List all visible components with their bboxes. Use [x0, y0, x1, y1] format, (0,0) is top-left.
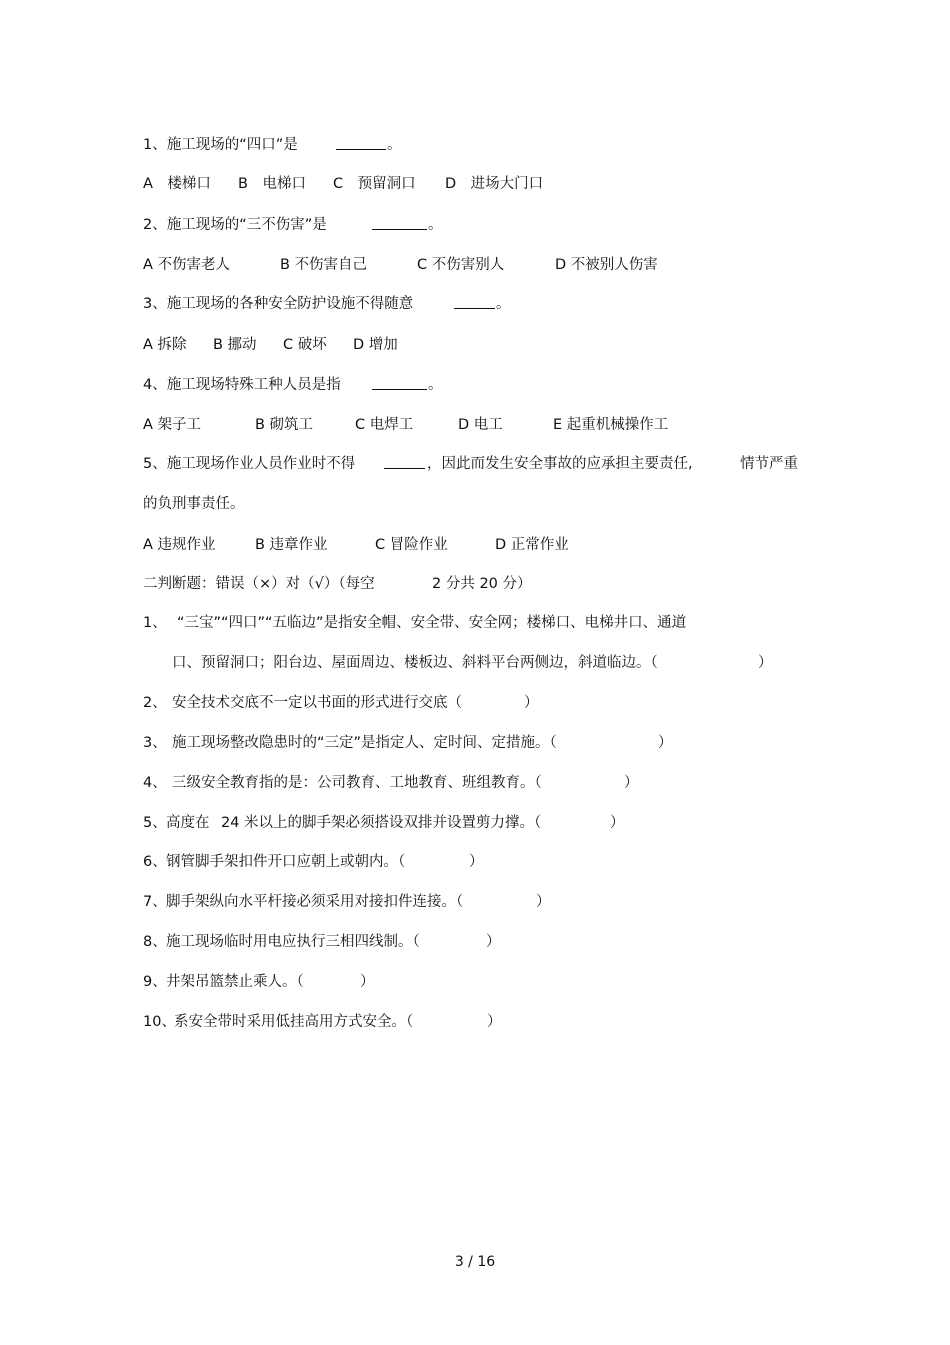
answer-blank [454, 294, 495, 315]
option: D 不被别人伤害 [555, 257, 658, 273]
question-continuation: 的负刑事责任。 [143, 496, 245, 512]
option: E 起重机械操作工 [553, 417, 669, 433]
question-end: 。 [387, 137, 402, 153]
option: A 拆除 [143, 337, 187, 353]
option: C 电焊工 [355, 417, 414, 433]
option: D 进场大门口 [445, 176, 544, 192]
answer-blank [336, 135, 386, 156]
option: B 电梯口 [238, 176, 306, 192]
answer-bracket: ） [487, 1014, 502, 1030]
item-text: 口、预留洞口；阳台边、屋面周边、楼板边、斜料平台两侧边，斜道临边。（ [172, 655, 658, 671]
answer-bracket: ） [658, 735, 673, 751]
item-text: 井架吊篮禁止乘人。（ [166, 974, 304, 990]
item-number: 1、 [143, 615, 167, 631]
question-stem: 5、施工现场作业人员作业时不得 [143, 456, 356, 472]
question-stem: 2、施工现场的“三不伤害”是 [143, 217, 327, 233]
option: B 不伤害自己 [280, 257, 368, 273]
item-number: 5、 [143, 815, 167, 831]
question-end: 。 [428, 377, 443, 393]
item-number: 6、 [143, 854, 167, 870]
item-number: 2、 [143, 695, 167, 711]
answer-bracket: ） [486, 934, 501, 950]
question-continuation: 情节严重 [740, 456, 798, 472]
answer-blank [384, 454, 425, 475]
item-text: 高度在 [166, 815, 210, 831]
answer-bracket: ） [360, 974, 375, 990]
question-stem: 4、施工现场特殊工种人员是指 [143, 377, 341, 393]
item-text: 脚手架纵向水平杆接必须采用对接扣件连接。（ [166, 894, 464, 910]
item-text: 三级安全教育指的是：公司教育、工地教育、班组教育。（ [172, 775, 542, 791]
item-number: 3、 [143, 735, 167, 751]
answer-bracket: ） [524, 695, 539, 711]
item-text: 24 米以上的脚手架必须搭设双排并设置剪力撑。（ [221, 815, 542, 831]
item-text: “三宝”“四口”“五临边”是指安全帽、安全带、安全网；楼梯口、电梯井口、通道 [177, 615, 687, 631]
item-number: 8、 [143, 934, 167, 950]
item-text: 施工现场整改隐患时的“三定”是指定人、定时间、定措施。（ [172, 735, 557, 751]
question-continuation: ，因此而发生安全事故的应承担主要责任, [427, 456, 693, 472]
item-text: 安全技术交底不一定以书面的形式进行交底（ [172, 695, 462, 711]
option: D 正常作业 [495, 537, 569, 553]
option: C 不伤害别人 [417, 257, 505, 273]
item-text: 系安全带时采用低挂高用方式安全。（ [174, 1014, 414, 1030]
item-number: 10、 [143, 1014, 176, 1030]
question-end: 。 [428, 217, 443, 233]
option: D 增加 [353, 337, 398, 353]
item-number: 7、 [143, 894, 167, 910]
answer-blank [372, 215, 427, 236]
option: A 楼梯口 [143, 176, 211, 192]
answer-bracket: ） [624, 775, 639, 791]
option: C 冒险作业 [375, 537, 448, 553]
option: D 电工 [458, 417, 503, 433]
option: B 违章作业 [255, 537, 328, 553]
answer-blank [372, 375, 427, 396]
item-text: 钢管脚手架扣件开口应朝上或朝内。（ [166, 854, 406, 870]
option: A 违规作业 [143, 537, 216, 553]
option: B 挪动 [213, 337, 257, 353]
section-heading-text: 二判断题：错误（×）对（√）（每空 [143, 576, 375, 592]
item-number: 9、 [143, 974, 167, 990]
option: C 破坏 [283, 337, 327, 353]
answer-bracket: ） [536, 894, 551, 910]
section-heading-text: 2 分共 20 分） [432, 576, 532, 592]
option: C 预留洞口 [333, 176, 416, 192]
item-text: 施工现场临时用电应执行三相四线制。（ [166, 934, 420, 950]
question-end: 。 [496, 296, 511, 312]
answer-bracket: ） [610, 815, 625, 831]
page-number: 3 / 16 [454, 1254, 496, 1270]
option: B 砌筑工 [255, 417, 314, 433]
question-stem: 3、施工现场的各种安全防护设施不得随意 [143, 296, 414, 312]
answer-bracket: ） [469, 854, 484, 870]
answer-bracket: ） [758, 655, 773, 671]
item-number: 4、 [143, 775, 167, 791]
question-stem: 1、施工现场的“四口”是 [143, 137, 298, 153]
option: A 不伤害老人 [143, 257, 231, 273]
option: A 架子工 [143, 417, 202, 433]
